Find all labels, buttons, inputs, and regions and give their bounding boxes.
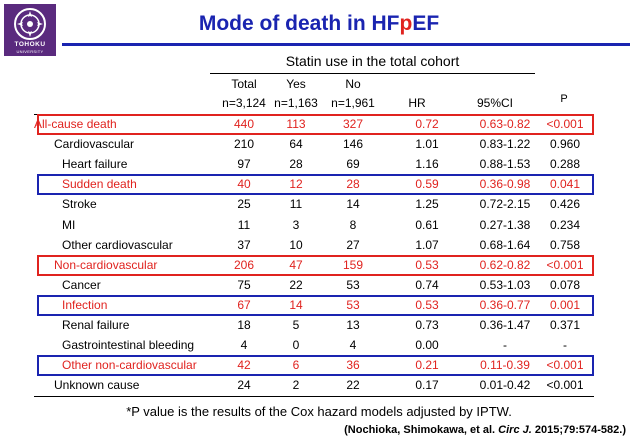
cell-yes: 64: [289, 137, 303, 152]
cell-p: 0.426: [549, 197, 581, 212]
cell-hr: 0.53: [415, 257, 439, 272]
header-no-n: n=1,961: [331, 96, 375, 110]
row-label: Infection: [62, 297, 108, 312]
row-label: Other cardiovascular: [62, 237, 173, 252]
cell-p: 0.001: [549, 297, 581, 312]
cell-hr: 0.17: [415, 378, 439, 393]
cell-hr: 1.16: [415, 157, 439, 172]
cell-hr: 0.72: [415, 117, 439, 131]
footnote: *P value is the results of the Cox hazard models adjusted by IPTW.: [126, 404, 512, 419]
cell-ci: 0.68-1.64: [479, 237, 531, 252]
highlight-box-blue: [37, 355, 594, 376]
cell-hr: 0.53: [415, 297, 439, 312]
header-hr: HR: [408, 96, 426, 110]
logo-subtext: UNIVERSITY: [16, 49, 44, 54]
cell-ci: 0.72-2.15: [479, 197, 531, 212]
title-pre: Mode of death in HF: [198, 12, 400, 35]
cell-ci: 0.83-1.22: [479, 137, 531, 152]
header-yes: Yes: [286, 77, 306, 91]
cell-yes: 113: [286, 117, 306, 131]
cell-hr: 1.07: [415, 237, 439, 252]
row-label: MI: [62, 217, 76, 232]
cell-total: 210: [233, 137, 255, 152]
cell-ci: 0.27-1.38: [479, 217, 531, 232]
cell-ci: 0.62-0.82: [479, 257, 531, 272]
citation-rest: 2015;79:574-582.): [531, 424, 626, 436]
cell-no: 28: [346, 177, 360, 192]
subheader-rule: [210, 73, 535, 74]
cell-total: 25: [237, 197, 251, 212]
cell-ci: 0.63-0.82: [479, 117, 531, 131]
header-total: Total: [231, 77, 257, 91]
row-label: Renal failure: [62, 318, 130, 332]
cell-yes: 22: [289, 277, 303, 292]
cell-yes: 0: [292, 338, 300, 353]
row-label: Other non-cardiovascular: [62, 358, 197, 373]
cell-p: 0.960: [549, 137, 581, 152]
table-row: [34, 375, 594, 395]
cell-no: 27: [346, 237, 360, 252]
table-row: [34, 235, 594, 255]
cell-total: 206: [233, 257, 255, 272]
cell-ci: 0.36-1.47: [479, 318, 531, 332]
cell-hr: 0.73: [415, 318, 439, 332]
cell-p: <0.001: [546, 378, 584, 393]
cell-yes: 47: [289, 257, 303, 272]
row-label: Cardiovascular: [54, 137, 135, 152]
table-row: [34, 335, 594, 355]
cell-total: 440: [233, 117, 255, 131]
table-row: [34, 215, 594, 235]
row-label: Cancer: [62, 277, 101, 292]
table-row: [34, 154, 594, 174]
row-label: Stroke: [62, 197, 97, 212]
highlight-box-blue: [37, 295, 594, 316]
row-label: Gastrointestinal bleeding: [62, 338, 195, 353]
cell-yes: 10: [289, 237, 303, 252]
table-row: [34, 315, 594, 335]
cell-hr: 0.21: [415, 358, 439, 373]
highlight-box-red: [37, 114, 594, 135]
cell-hr: 1.01: [415, 137, 439, 152]
row-label: Sudden death: [62, 177, 137, 192]
cell-p: <0.001: [546, 358, 584, 373]
citation-journal: Circ J.: [498, 424, 532, 436]
cell-no: 53: [346, 277, 360, 292]
cell-yes: 3: [292, 217, 300, 232]
cell-yes: 5: [292, 318, 300, 332]
cell-no: 146: [342, 137, 364, 152]
cell-yes: 2: [292, 378, 300, 393]
row-label: Non-cardiovascular: [54, 257, 158, 272]
table-bottom-rule: [34, 396, 594, 397]
cell-p: 0.234: [549, 217, 581, 232]
table-subheader: Statin use in the total cohort: [285, 53, 460, 69]
cell-ci: 0.36-0.98: [479, 177, 531, 192]
highlight-box-blue: [37, 174, 594, 195]
cell-hr: 0.74: [415, 277, 439, 292]
citation: [344, 424, 626, 436]
header-no: No: [345, 77, 361, 91]
cell-p: 0.041: [549, 177, 581, 192]
header-total-n: n=3,124: [222, 96, 266, 110]
cell-ci: 0.53-1.03: [479, 277, 531, 292]
cell-ci: 0.36-0.77: [479, 297, 531, 312]
cell-no: 8: [349, 217, 357, 232]
logo-text: TOHOKU: [14, 41, 46, 48]
cell-total: 97: [237, 157, 251, 172]
cell-p: 0.078: [549, 277, 581, 292]
cell-yes: 14: [289, 297, 303, 312]
table-row: [34, 134, 594, 154]
cell-p: <0.001: [546, 257, 584, 272]
cell-ci: 0.01-0.42: [479, 378, 531, 393]
row-label: Unknown cause: [54, 378, 140, 393]
table-row: [34, 194, 594, 214]
cell-yes: 11: [289, 197, 303, 212]
cell-hr: 0.00: [415, 338, 439, 353]
cell-total: 40: [237, 177, 251, 192]
header-p: P: [560, 93, 568, 105]
cell-no: 14: [346, 197, 360, 212]
cell-total: 42: [237, 358, 251, 373]
header-ci: 95%CI: [476, 96, 514, 110]
cell-no: 159: [342, 257, 364, 272]
cell-ci: 0.11-0.39: [480, 358, 530, 373]
cell-no: 36: [346, 358, 360, 373]
table-row: [34, 275, 594, 295]
cell-p: -: [563, 338, 567, 353]
row-label: All-cause death: [34, 117, 117, 131]
cell-hr: 1.25: [415, 197, 439, 212]
cell-total: 37: [237, 237, 251, 252]
cell-yes: 12: [289, 177, 303, 192]
cell-total: 18: [237, 318, 251, 332]
cell-no: 22: [346, 378, 360, 393]
title-underline: [62, 43, 630, 46]
cell-no: 53: [346, 297, 360, 312]
cell-no: 13: [346, 318, 360, 332]
cell-total: 24: [237, 378, 251, 393]
header-yes-n: n=1,163: [274, 96, 318, 110]
title-highlight: p: [399, 12, 413, 35]
cell-hr: 0.61: [415, 217, 439, 232]
cell-total: 67: [237, 297, 251, 312]
title-post: EF: [412, 12, 440, 35]
cell-yes: 28: [289, 157, 303, 172]
cell-no: 4: [349, 338, 357, 353]
highlight-box-red: [37, 255, 594, 276]
cell-hr: 0.59: [415, 177, 439, 192]
row-label: Heart failure: [62, 157, 128, 172]
cell-total: 11: [237, 217, 251, 232]
cell-p: 0.371: [549, 318, 581, 332]
cell-p: 0.288: [549, 157, 581, 172]
cell-p: 0.758: [549, 237, 581, 252]
cell-total: 75: [237, 277, 251, 292]
citation-authors: (Nochioka, Shimokawa, et al.: [344, 424, 499, 436]
cell-no: 327: [342, 117, 364, 131]
cell-p: <0.001: [546, 117, 584, 131]
slide-title: [0, 12, 638, 36]
cell-ci: 0.88-1.53: [479, 157, 531, 172]
cell-ci: -: [503, 338, 507, 353]
cell-total: 4: [240, 338, 248, 353]
cell-yes: 6: [292, 358, 300, 373]
cell-no: 69: [346, 157, 360, 172]
